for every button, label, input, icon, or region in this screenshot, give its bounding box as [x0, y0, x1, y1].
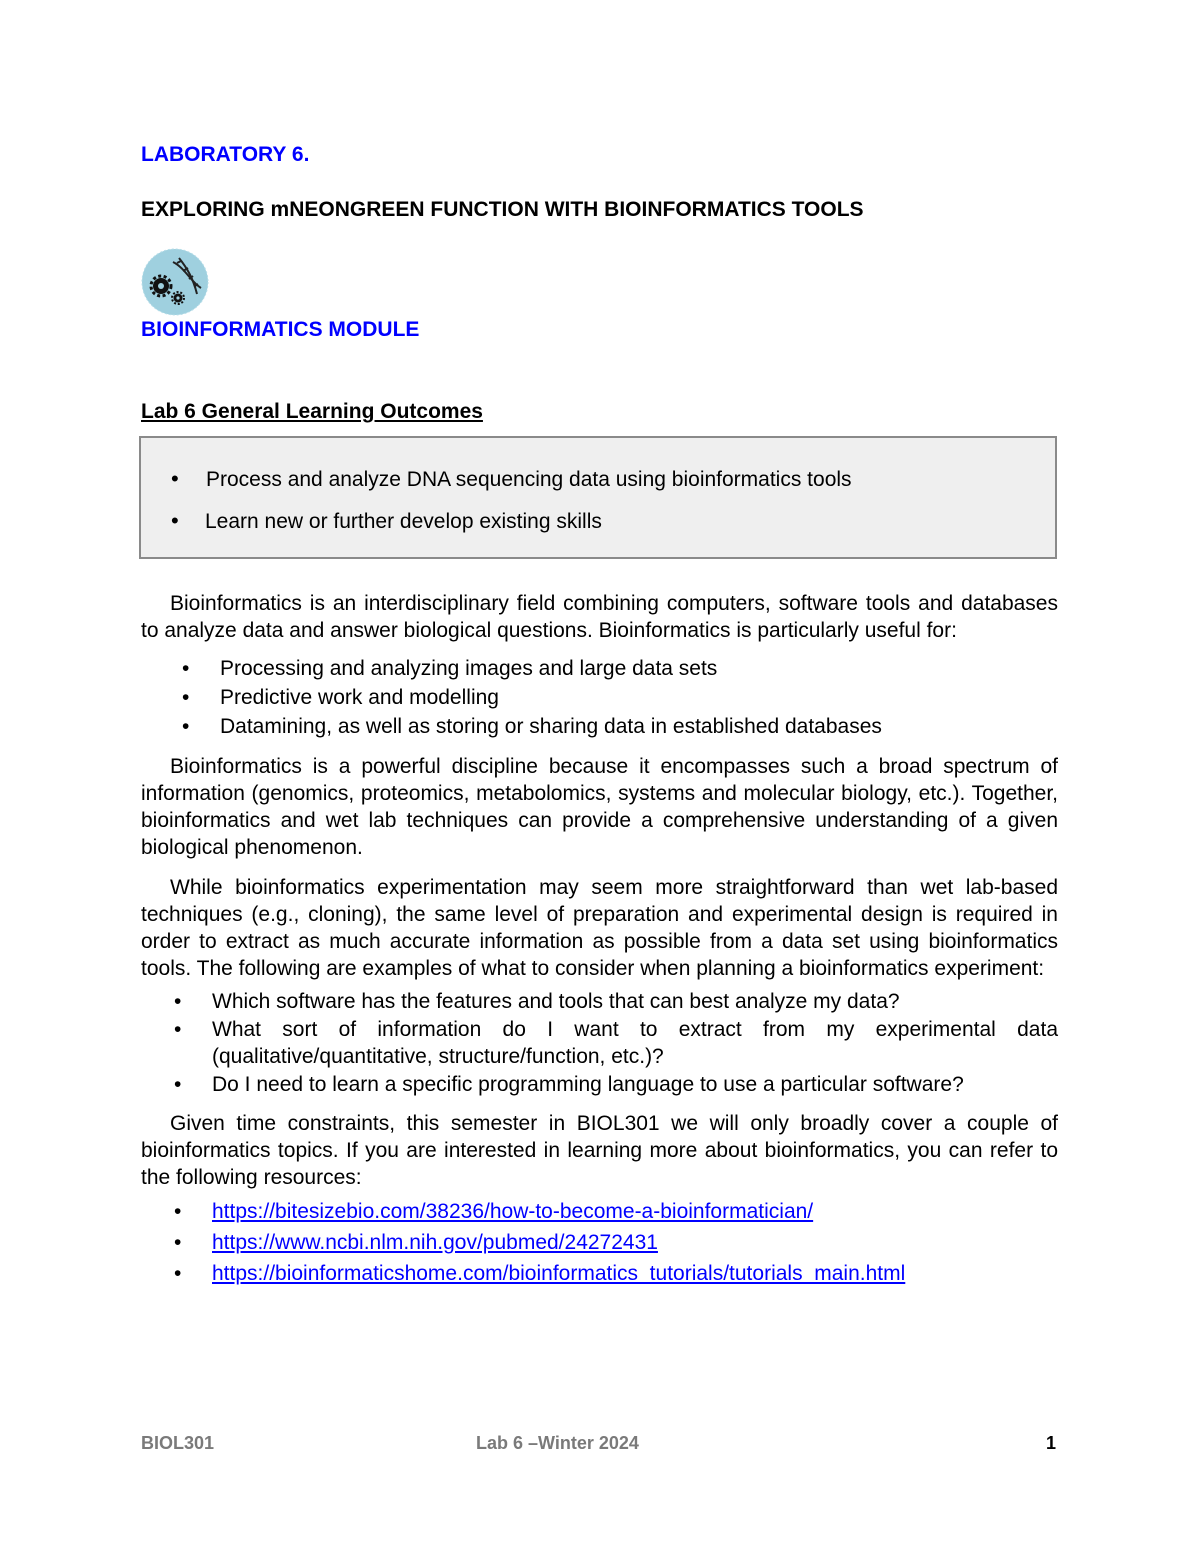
outcome-item: • Learn new or further develop existing skills — [171, 510, 852, 552]
list-item: • Which software has the features and tools that can best analyze my data? — [212, 988, 1058, 1016]
page-number: 1 — [1046, 1433, 1057, 1453]
outcomes-box — [139, 436, 1057, 559]
list-item: • Do I need to learn a specific programming language to use a particular software? — [212, 1070, 1058, 1100]
lab-label: LABORATORY 6. — [141, 143, 310, 166]
list-item: • What sort of information do I want to extract from my experimental data (qualitative/quantitative, structure/function, etc.)? — [212, 1016, 1058, 1070]
outcome-item: • Process and analyze DNA sequencing data using bioinformatics tools — [171, 468, 852, 510]
outcomes-heading: Lab 6 General Learning Outcomes — [141, 400, 483, 423]
body-text — [141, 590, 1058, 1289]
footer-center: Lab 6 –Winter 2024 — [476, 1433, 639, 1453]
list-item: • Processing and analyzing images and large data sets — [220, 654, 1058, 683]
page-title: EXPLORING mNEONGREEN FUNCTION WITH BIOINFORMATICS TOOLS — [141, 198, 864, 221]
paragraph: Bioinformatics is a powerful discipline because it encompasses such a broad spectrum of information (genomics, proteomics, metabolomics, systems and molecular biology, etc.). Together, bioinformatics and wet lab techniques can provide a comprehensive understanding of a given biological phenomenon. — [141, 755, 1058, 859]
intro-paragraph: Bioinformatics is an interdisciplinary field combining computers, software tools and databases to analyze data and answer biological questions. Bioinformatics is particularly useful for: — [141, 592, 1058, 642]
list-item: • Datamining, as well as storing or sharing data in established databases — [220, 712, 1058, 741]
module-label: BIOINFORMATICS MODULE — [141, 318, 420, 341]
paragraph: Given time constraints, this semester in BIOL301 we will only broadly cover a couple of bioinformatics topics. If you are interested in learning more about bioinformatics, you can refer to the following resources: — [141, 1112, 1058, 1189]
resource-link[interactable]: https://bitesizebio.com/38236/how-to-become-a-bioinformatician/ — [212, 1200, 814, 1223]
resource-link[interactable]: https://www.ncbi.nlm.nih.gov/pubmed/24272431 — [212, 1231, 658, 1254]
dna-gears-icon — [141, 248, 209, 316]
list-item: • Predictive work and modelling — [220, 683, 1058, 712]
footer-course: BIOL301 — [141, 1433, 215, 1453]
resource-link[interactable]: https://bioinformaticshome.com/bioinformatics_tutorials/tutorials_main.html — [212, 1262, 906, 1285]
paragraph: While bioinformatics experimentation may seem more straightforward than wet lab-based techniques (e.g., cloning), the same level of preparation and experimental design is required in order to extract as much accurate information as possible from a data set using bioinformatics tools. The following are examples of what to consider when planning a bioinformatics experiment: — [141, 876, 1058, 980]
